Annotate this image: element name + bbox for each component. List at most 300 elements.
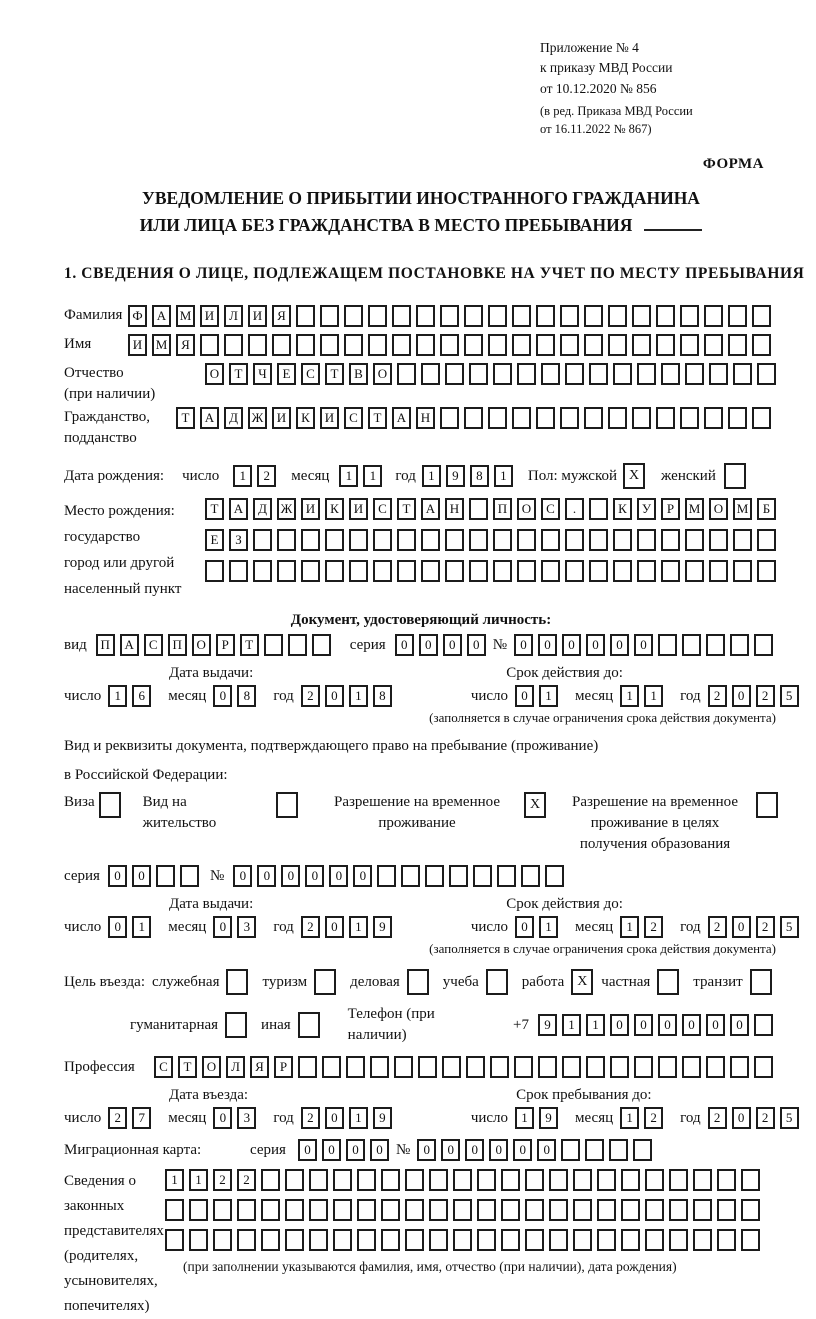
- char-cell[interactable]: Т: [178, 1056, 197, 1078]
- char-cell[interactable]: [754, 1056, 773, 1078]
- char-cell[interactable]: [449, 865, 468, 887]
- char-cell[interactable]: И: [248, 305, 267, 327]
- char-cell[interactable]: [488, 305, 507, 327]
- char-cell[interactable]: [464, 305, 483, 327]
- char-cell[interactable]: [589, 363, 608, 385]
- char-cell[interactable]: [517, 363, 536, 385]
- char-cell[interactable]: И: [128, 334, 147, 356]
- char-cell[interactable]: [669, 1229, 688, 1251]
- char-cell[interactable]: Я: [250, 1056, 269, 1078]
- char-cell[interactable]: .: [565, 498, 584, 520]
- char-cell[interactable]: [561, 1139, 580, 1161]
- char-cell[interactable]: [261, 1199, 280, 1221]
- char-cell[interactable]: О: [373, 363, 392, 385]
- char-cell[interactable]: [709, 363, 728, 385]
- char-cell[interactable]: [416, 334, 435, 356]
- char-cell[interactable]: 3: [237, 916, 256, 938]
- char-cell[interactable]: [693, 1229, 712, 1251]
- char-cell[interactable]: [368, 305, 387, 327]
- char-cell[interactable]: 5: [780, 1107, 799, 1129]
- char-cell[interactable]: 1: [562, 1014, 581, 1036]
- char-cell[interactable]: 9: [373, 1107, 392, 1129]
- char-cell[interactable]: [752, 305, 771, 327]
- char-cell[interactable]: О: [202, 1056, 221, 1078]
- char-cell[interactable]: [597, 1169, 616, 1191]
- char-cell[interactable]: О: [205, 363, 224, 385]
- char-cell[interactable]: [493, 363, 512, 385]
- char-cell[interactable]: Т: [325, 363, 344, 385]
- char-cell[interactable]: [322, 1056, 341, 1078]
- char-cell[interactable]: Я: [272, 305, 291, 327]
- char-cell[interactable]: 6: [132, 685, 151, 707]
- char-cell[interactable]: [514, 1056, 533, 1078]
- char-cell[interactable]: [733, 529, 752, 551]
- char-cell[interactable]: [344, 305, 363, 327]
- char-cell[interactable]: [296, 305, 315, 327]
- char-cell[interactable]: 0: [346, 1139, 365, 1161]
- char-cell[interactable]: 0: [732, 1107, 751, 1129]
- char-cell[interactable]: А: [229, 498, 248, 520]
- char-cell[interactable]: [549, 1229, 568, 1251]
- char-cell[interactable]: 0: [305, 865, 324, 887]
- char-cell[interactable]: 1: [165, 1169, 184, 1191]
- purpose-study-checkbox[interactable]: [486, 969, 508, 995]
- char-cell[interactable]: [253, 560, 272, 582]
- char-cell[interactable]: [728, 334, 747, 356]
- char-cell[interactable]: А: [421, 498, 440, 520]
- char-cell[interactable]: Ф: [128, 305, 147, 327]
- char-cell[interactable]: [573, 1229, 592, 1251]
- char-cell[interactable]: [477, 1199, 496, 1221]
- char-cell[interactable]: [320, 305, 339, 327]
- char-cell[interactable]: А: [120, 634, 139, 656]
- char-cell[interactable]: 0: [513, 1139, 532, 1161]
- char-cell[interactable]: [608, 407, 627, 429]
- char-cell[interactable]: 2: [756, 685, 775, 707]
- char-cell[interactable]: [309, 1229, 328, 1251]
- char-cell[interactable]: [237, 1229, 256, 1251]
- char-cell[interactable]: [285, 1169, 304, 1191]
- char-cell[interactable]: [682, 1056, 701, 1078]
- char-cell[interactable]: 0: [682, 1014, 701, 1036]
- char-cell[interactable]: [584, 305, 603, 327]
- char-cell[interactable]: [285, 1229, 304, 1251]
- char-cell[interactable]: И: [349, 498, 368, 520]
- char-cell[interactable]: 2: [108, 1107, 127, 1129]
- char-cell[interactable]: 2: [644, 1107, 663, 1129]
- char-cell[interactable]: Я: [176, 334, 195, 356]
- char-cell[interactable]: [754, 634, 773, 656]
- char-cell[interactable]: [370, 1056, 389, 1078]
- char-cell[interactable]: Л: [226, 1056, 245, 1078]
- char-cell[interactable]: К: [613, 498, 632, 520]
- char-cell[interactable]: [237, 1199, 256, 1221]
- char-cell[interactable]: [754, 1014, 773, 1036]
- char-cell[interactable]: [658, 634, 677, 656]
- char-cell[interactable]: 0: [322, 1139, 341, 1161]
- char-cell[interactable]: [565, 529, 584, 551]
- char-cell[interactable]: [401, 865, 420, 887]
- char-cell[interactable]: [429, 1229, 448, 1251]
- char-cell[interactable]: [680, 334, 699, 356]
- char-cell[interactable]: [469, 498, 488, 520]
- char-cell[interactable]: 0: [108, 865, 127, 887]
- char-cell[interactable]: У: [637, 498, 656, 520]
- char-cell[interactable]: [733, 560, 752, 582]
- char-cell[interactable]: [165, 1199, 184, 1221]
- char-cell[interactable]: [381, 1229, 400, 1251]
- temp-residence-checkbox[interactable]: X: [524, 792, 546, 818]
- visa-checkbox[interactable]: [99, 792, 121, 818]
- char-cell[interactable]: И: [320, 407, 339, 429]
- char-cell[interactable]: 0: [325, 916, 344, 938]
- char-cell[interactable]: 2: [756, 916, 775, 938]
- char-cell[interactable]: [685, 363, 704, 385]
- char-cell[interactable]: [429, 1169, 448, 1191]
- char-cell[interactable]: [685, 560, 704, 582]
- char-cell[interactable]: [633, 1139, 652, 1161]
- char-cell[interactable]: К: [325, 498, 344, 520]
- char-cell[interactable]: Т: [397, 498, 416, 520]
- char-cell[interactable]: З: [229, 529, 248, 551]
- char-cell[interactable]: [741, 1169, 760, 1191]
- char-cell[interactable]: [545, 865, 564, 887]
- char-cell[interactable]: [464, 334, 483, 356]
- char-cell[interactable]: Р: [216, 634, 235, 656]
- char-cell[interactable]: [634, 1056, 653, 1078]
- char-cell[interactable]: [517, 560, 536, 582]
- char-cell[interactable]: [272, 334, 291, 356]
- char-cell[interactable]: [464, 407, 483, 429]
- char-cell[interactable]: [440, 334, 459, 356]
- char-cell[interactable]: О: [517, 498, 536, 520]
- char-cell[interactable]: 0: [610, 1014, 629, 1036]
- char-cell[interactable]: 1: [644, 685, 663, 707]
- char-cell[interactable]: Т: [240, 634, 259, 656]
- char-cell[interactable]: [589, 498, 608, 520]
- char-cell[interactable]: [661, 529, 680, 551]
- char-cell[interactable]: 1: [108, 685, 127, 707]
- char-cell[interactable]: [645, 1169, 664, 1191]
- char-cell[interactable]: [565, 560, 584, 582]
- char-cell[interactable]: [453, 1169, 472, 1191]
- char-cell[interactable]: [397, 529, 416, 551]
- char-cell[interactable]: [392, 305, 411, 327]
- char-cell[interactable]: [200, 334, 219, 356]
- char-cell[interactable]: [512, 334, 531, 356]
- char-cell[interactable]: [357, 1229, 376, 1251]
- char-cell[interactable]: О: [192, 634, 211, 656]
- char-cell[interactable]: И: [200, 305, 219, 327]
- char-cell[interactable]: [309, 1199, 328, 1221]
- char-cell[interactable]: 8: [470, 465, 489, 487]
- char-cell[interactable]: [416, 305, 435, 327]
- char-cell[interactable]: 2: [708, 916, 727, 938]
- char-cell[interactable]: [733, 363, 752, 385]
- char-cell[interactable]: [549, 1199, 568, 1221]
- char-cell[interactable]: [320, 334, 339, 356]
- char-cell[interactable]: [213, 1229, 232, 1251]
- char-cell[interactable]: [261, 1169, 280, 1191]
- char-cell[interactable]: Л: [224, 305, 243, 327]
- char-cell[interactable]: [741, 1199, 760, 1221]
- char-cell[interactable]: [373, 560, 392, 582]
- char-cell[interactable]: 0: [634, 1014, 653, 1036]
- char-cell[interactable]: [728, 305, 747, 327]
- char-cell[interactable]: [493, 560, 512, 582]
- char-cell[interactable]: [613, 560, 632, 582]
- char-cell[interactable]: [517, 529, 536, 551]
- char-cell[interactable]: [264, 634, 283, 656]
- char-cell[interactable]: [573, 1169, 592, 1191]
- char-cell[interactable]: [397, 560, 416, 582]
- char-cell[interactable]: 0: [732, 916, 751, 938]
- char-cell[interactable]: [512, 407, 531, 429]
- char-cell[interactable]: [549, 1169, 568, 1191]
- char-cell[interactable]: [704, 305, 723, 327]
- char-cell[interactable]: [645, 1229, 664, 1251]
- temp-residence-edu-checkbox[interactable]: [756, 792, 778, 818]
- char-cell[interactable]: 0: [281, 865, 300, 887]
- char-cell[interactable]: [525, 1229, 544, 1251]
- char-cell[interactable]: [521, 865, 540, 887]
- char-cell[interactable]: 5: [780, 685, 799, 707]
- char-cell[interactable]: [609, 1139, 628, 1161]
- char-cell[interactable]: [477, 1229, 496, 1251]
- char-cell[interactable]: [656, 407, 675, 429]
- char-cell[interactable]: [418, 1056, 437, 1078]
- char-cell[interactable]: [301, 560, 320, 582]
- char-cell[interactable]: 0: [417, 1139, 436, 1161]
- purpose-other-checkbox[interactable]: [298, 1012, 320, 1038]
- char-cell[interactable]: [728, 407, 747, 429]
- char-cell[interactable]: Е: [277, 363, 296, 385]
- char-cell[interactable]: А: [200, 407, 219, 429]
- char-cell[interactable]: [704, 407, 723, 429]
- char-cell[interactable]: [685, 529, 704, 551]
- char-cell[interactable]: [224, 334, 243, 356]
- char-cell[interactable]: 9: [539, 1107, 558, 1129]
- char-cell[interactable]: [453, 1199, 472, 1221]
- char-cell[interactable]: 1: [620, 685, 639, 707]
- char-cell[interactable]: [392, 334, 411, 356]
- char-cell[interactable]: [298, 1056, 317, 1078]
- char-cell[interactable]: [333, 1169, 352, 1191]
- char-cell[interactable]: [613, 529, 632, 551]
- char-cell[interactable]: [421, 560, 440, 582]
- char-cell[interactable]: 0: [515, 685, 534, 707]
- char-cell[interactable]: [488, 334, 507, 356]
- char-cell[interactable]: [541, 560, 560, 582]
- char-cell[interactable]: [349, 560, 368, 582]
- char-cell[interactable]: Б: [757, 498, 776, 520]
- char-cell[interactable]: [497, 865, 516, 887]
- char-cell[interactable]: [597, 1199, 616, 1221]
- char-cell[interactable]: С: [144, 634, 163, 656]
- char-cell[interactable]: [560, 334, 579, 356]
- char-cell[interactable]: 1: [494, 465, 513, 487]
- char-cell[interactable]: [610, 1056, 629, 1078]
- char-cell[interactable]: [680, 305, 699, 327]
- purpose-business-checkbox[interactable]: [407, 969, 429, 995]
- char-cell[interactable]: [445, 560, 464, 582]
- char-cell[interactable]: [440, 407, 459, 429]
- char-cell[interactable]: [637, 529, 656, 551]
- char-cell[interactable]: Н: [445, 498, 464, 520]
- char-cell[interactable]: [704, 334, 723, 356]
- char-cell[interactable]: Т: [205, 498, 224, 520]
- char-cell[interactable]: 0: [353, 865, 372, 887]
- char-cell[interactable]: [661, 560, 680, 582]
- char-cell[interactable]: [573, 1199, 592, 1221]
- char-cell[interactable]: [346, 1056, 365, 1078]
- char-cell[interactable]: [189, 1199, 208, 1221]
- char-cell[interactable]: 0: [108, 916, 127, 938]
- char-cell[interactable]: 0: [443, 634, 462, 656]
- char-cell[interactable]: [344, 334, 363, 356]
- char-cell[interactable]: [312, 634, 331, 656]
- char-cell[interactable]: 0: [370, 1139, 389, 1161]
- char-cell[interactable]: [658, 1056, 677, 1078]
- char-cell[interactable]: 0: [634, 634, 653, 656]
- char-cell[interactable]: [597, 1229, 616, 1251]
- char-cell[interactable]: Е: [205, 529, 224, 551]
- char-cell[interactable]: [377, 865, 396, 887]
- char-cell[interactable]: [682, 634, 701, 656]
- char-cell[interactable]: [493, 529, 512, 551]
- char-cell[interactable]: М: [176, 305, 195, 327]
- char-cell[interactable]: [621, 1199, 640, 1221]
- char-cell[interactable]: 2: [301, 685, 320, 707]
- char-cell[interactable]: [394, 1056, 413, 1078]
- char-cell[interactable]: [373, 529, 392, 551]
- char-cell[interactable]: И: [301, 498, 320, 520]
- char-cell[interactable]: [296, 334, 315, 356]
- char-cell[interactable]: 0: [489, 1139, 508, 1161]
- char-cell[interactable]: [525, 1199, 544, 1221]
- char-cell[interactable]: [613, 363, 632, 385]
- char-cell[interactable]: А: [152, 305, 171, 327]
- char-cell[interactable]: [757, 560, 776, 582]
- char-cell[interactable]: 0: [132, 865, 151, 887]
- char-cell[interactable]: С: [373, 498, 392, 520]
- char-cell[interactable]: [349, 529, 368, 551]
- char-cell[interactable]: 1: [349, 685, 368, 707]
- char-cell[interactable]: [585, 1139, 604, 1161]
- char-cell[interactable]: [717, 1169, 736, 1191]
- char-cell[interactable]: [180, 865, 199, 887]
- char-cell[interactable]: [589, 560, 608, 582]
- char-cell[interactable]: [445, 529, 464, 551]
- char-cell[interactable]: 1: [515, 1107, 534, 1129]
- char-cell[interactable]: 0: [586, 634, 605, 656]
- char-cell[interactable]: 1: [233, 465, 252, 487]
- char-cell[interactable]: [730, 1056, 749, 1078]
- char-cell[interactable]: Т: [368, 407, 387, 429]
- char-cell[interactable]: Р: [661, 498, 680, 520]
- char-cell[interactable]: [621, 1169, 640, 1191]
- char-cell[interactable]: [656, 305, 675, 327]
- char-cell[interactable]: С: [154, 1056, 173, 1078]
- char-cell[interactable]: [709, 560, 728, 582]
- char-cell[interactable]: [621, 1229, 640, 1251]
- char-cell[interactable]: [189, 1229, 208, 1251]
- char-cell[interactable]: [706, 1056, 725, 1078]
- char-cell[interactable]: [565, 363, 584, 385]
- char-cell[interactable]: [501, 1199, 520, 1221]
- char-cell[interactable]: Р: [274, 1056, 293, 1078]
- char-cell[interactable]: [608, 305, 627, 327]
- char-cell[interactable]: [285, 1199, 304, 1221]
- char-cell[interactable]: 0: [706, 1014, 725, 1036]
- char-cell[interactable]: 7: [132, 1107, 151, 1129]
- char-cell[interactable]: 0: [213, 1107, 232, 1129]
- char-cell[interactable]: [584, 407, 603, 429]
- char-cell[interactable]: [637, 560, 656, 582]
- char-cell[interactable]: 0: [610, 634, 629, 656]
- char-cell[interactable]: 2: [644, 916, 663, 938]
- char-cell[interactable]: [453, 1229, 472, 1251]
- char-cell[interactable]: [421, 529, 440, 551]
- char-cell[interactable]: М: [733, 498, 752, 520]
- char-cell[interactable]: 0: [467, 634, 486, 656]
- char-cell[interactable]: 1: [539, 685, 558, 707]
- char-cell[interactable]: С: [344, 407, 363, 429]
- char-cell[interactable]: [661, 363, 680, 385]
- char-cell[interactable]: 0: [441, 1139, 460, 1161]
- char-cell[interactable]: [381, 1199, 400, 1221]
- sex-female-checkbox[interactable]: [724, 463, 746, 489]
- char-cell[interactable]: [229, 560, 248, 582]
- purpose-humanitarian-checkbox[interactable]: [225, 1012, 247, 1038]
- char-cell[interactable]: Ж: [277, 498, 296, 520]
- char-cell[interactable]: Ж: [248, 407, 267, 429]
- char-cell[interactable]: [425, 865, 444, 887]
- char-cell[interactable]: [405, 1199, 424, 1221]
- char-cell[interactable]: 0: [395, 634, 414, 656]
- char-cell[interactable]: [248, 334, 267, 356]
- char-cell[interactable]: Т: [229, 363, 248, 385]
- char-cell[interactable]: [381, 1169, 400, 1191]
- char-cell[interactable]: 1: [363, 465, 382, 487]
- char-cell[interactable]: С: [301, 363, 320, 385]
- char-cell[interactable]: 1: [189, 1169, 208, 1191]
- char-cell[interactable]: 0: [537, 1139, 556, 1161]
- char-cell[interactable]: 0: [538, 634, 557, 656]
- char-cell[interactable]: 1: [620, 916, 639, 938]
- char-cell[interactable]: Д: [224, 407, 243, 429]
- char-cell[interactable]: [357, 1199, 376, 1221]
- char-cell[interactable]: 0: [514, 634, 533, 656]
- char-cell[interactable]: [560, 305, 579, 327]
- char-cell[interactable]: 0: [732, 685, 751, 707]
- char-cell[interactable]: 2: [213, 1169, 232, 1191]
- char-cell[interactable]: [632, 334, 651, 356]
- char-cell[interactable]: П: [96, 634, 115, 656]
- char-cell[interactable]: 3: [237, 1107, 256, 1129]
- char-cell[interactable]: 2: [708, 1107, 727, 1129]
- char-cell[interactable]: [277, 560, 296, 582]
- char-cell[interactable]: [445, 363, 464, 385]
- char-cell[interactable]: [669, 1169, 688, 1191]
- char-cell[interactable]: [501, 1229, 520, 1251]
- char-cell[interactable]: [301, 529, 320, 551]
- char-cell[interactable]: [752, 334, 771, 356]
- char-cell[interactable]: [469, 363, 488, 385]
- char-cell[interactable]: 8: [237, 685, 256, 707]
- char-cell[interactable]: 2: [237, 1169, 256, 1191]
- char-cell[interactable]: [741, 1229, 760, 1251]
